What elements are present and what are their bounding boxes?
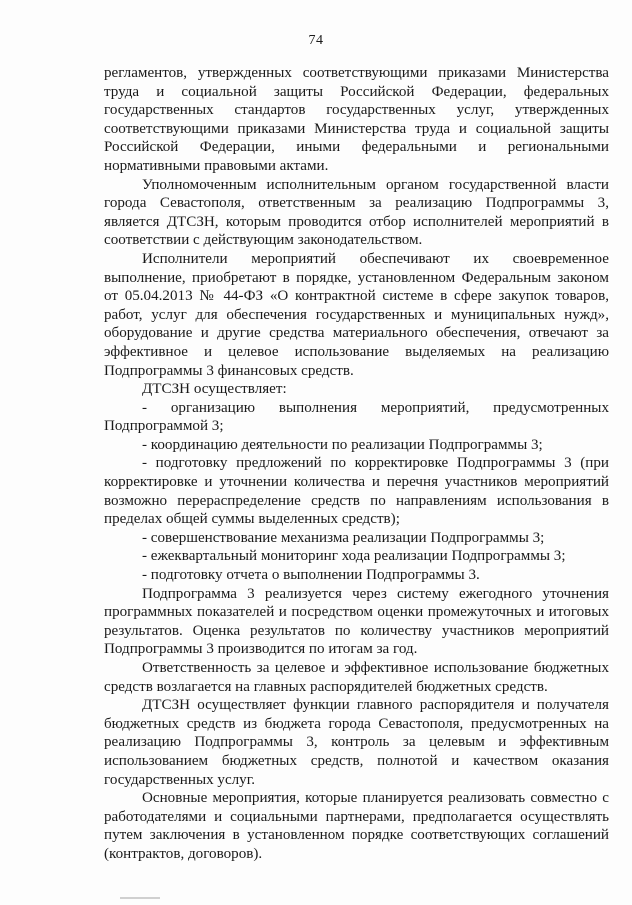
paragraph-responsibility: Ответственность за целевое и эффективное использование бюджетных средств возлагается на главных распорядителей бюджетных средств. (104, 660, 609, 695)
scan-artifact (120, 897, 160, 899)
paragraph-continuation: регламентов, утвержденных соответствующими приказами Министерства труда и социальной защиты Российской Федерации, федеральных государственных стандартов государственных услуг, утвержденных соответствующими приказами Министерства труда и социальной защиты Российской Федерации, иными федеральными и региональными нормативными правовыми актами. (104, 65, 609, 174)
list-item: - координацию деятельности по реализации Подпрограммы 3; (142, 436, 543, 453)
page-number: 74 (308, 33, 324, 48)
list-item: - подготовку отчета о выполнении Подпрограммы 3. (142, 567, 480, 584)
list-item: - совершенствование механизма реализации Подпрограммы 3; (142, 529, 545, 546)
paragraph-dtszn-performs: ДТСЗН осуществляет: (142, 381, 287, 398)
list-item: - ежеквартальный мониторинг хода реализации Подпрограммы 3; (142, 548, 566, 565)
paragraph-main-activities: Основные мероприятия, которые планируется реализовать совместно с работодателями и социальными партнерами, предполагается осуществлять путем заключения в установленном порядке соответствующих соглашений (контрактов, договоров). (104, 790, 609, 862)
paragraph-implementation: Подпрограмма 3 реализуется через систему ежегодного уточнения программных показателей и посредством оценки промежуточных и итоговых результатов. Оценка результатов по количеству участников мероприятий Подпрограммы 3 производится по итогам за год. (104, 585, 609, 658)
list-item: - организацию выполнения мероприятий, предусмотренных Подпрограммой 3; (104, 399, 609, 435)
list-item: - подготовку предложений по корректировке Подпрограммы 3 (при корректировке и уточнении количества и перечня участников мероприятий возможно перераспределение средств по направлениям использования в пределах общей суммы выделенных средств); (104, 455, 609, 528)
paragraph-authorized-body: Уполномоченным исполнительным органом государственной власти города Севастополя, ответственным за реализацию Подпрограммы 3, является ДТСЗН, которым проводится отбор исполнителей мероприятий в соответствии с действующим законодательством. (104, 176, 609, 249)
paragraph-budget-functions: ДТСЗН осуществляет функции главного распорядителя и получателя бюджетных средств из бюджета города Севастополя, предусмотренных на реализацию Подпрограммы 3, контроль за целевым и эффективным использованием бюджетных средств, полнотой и качеством оказания государственных услуг. (104, 697, 609, 788)
page-body (104, 64, 609, 864)
paragraph-executors: Исполнители мероприятий обеспечивают их своевременное выполнение, приобретают в порядке, установленном Федеральным законом от 05.04.2013 № 44-ФЗ «О контрактной системе в сфере закупок товаров, работ, услуг для обеспечения государственных и муниципальных нужд», оборудование и другие средства материального обеспечения, отвечают за эффективное и целевое использование выделяемых на реализацию Подпрограммы 3 финансовых средств. (104, 250, 609, 379)
